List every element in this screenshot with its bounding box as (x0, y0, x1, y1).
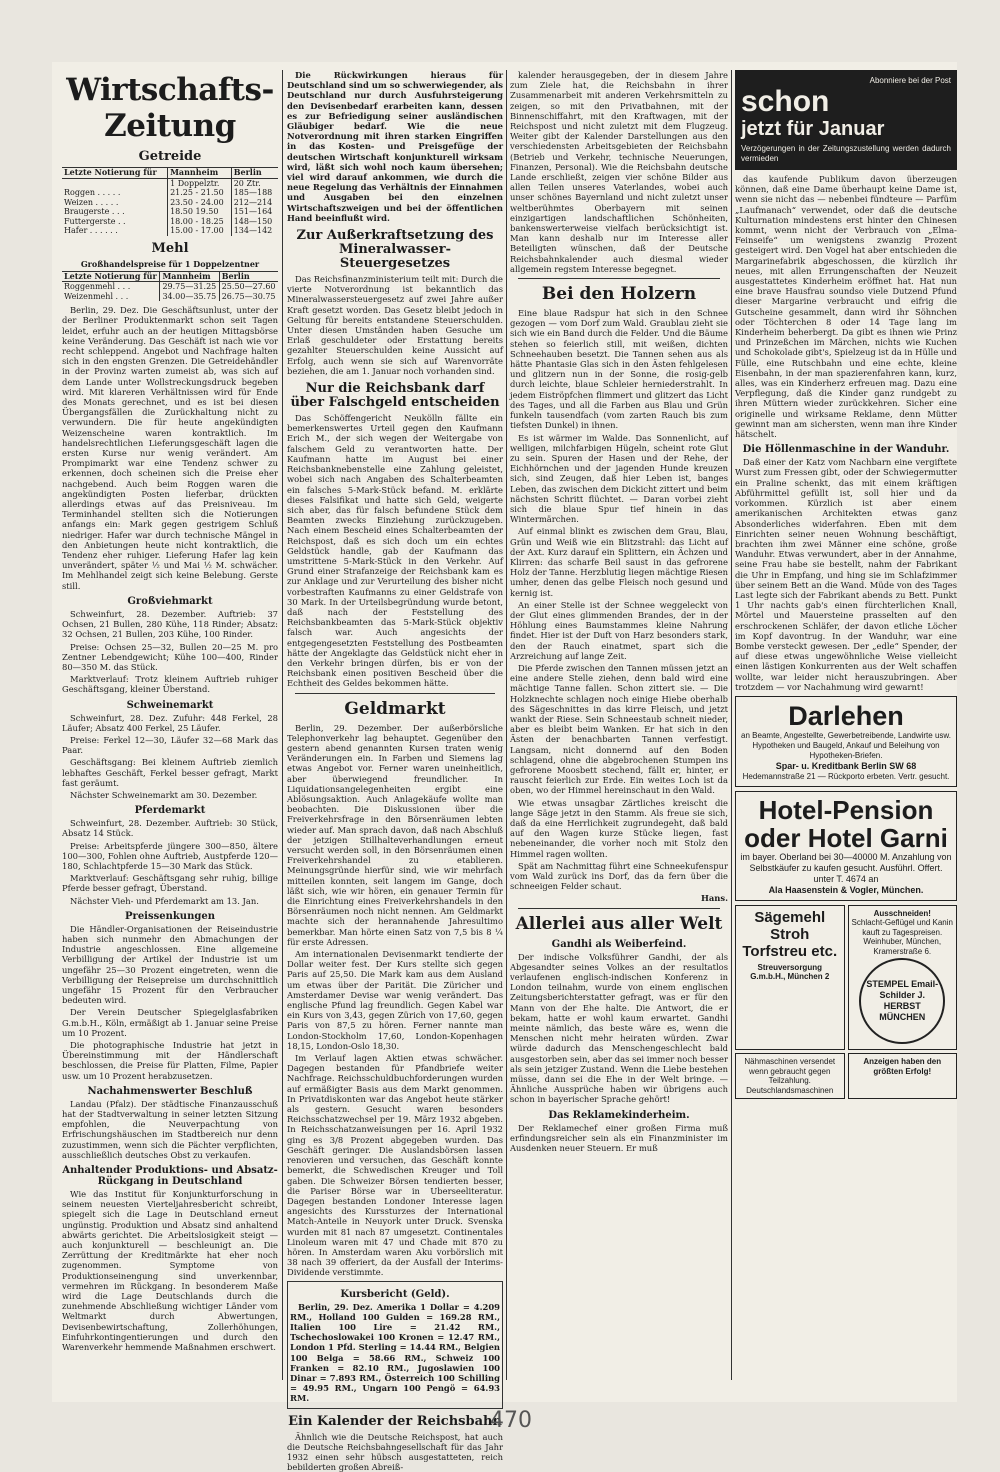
schweine-title: Schweinemarkt (126, 699, 214, 711)
pferde-p3: Marktverlauf: Geschäftsgang sehr ruhig, billige Pferde besser gefragt, Überstand. (62, 873, 278, 894)
table-cell: 25.50—27.60 (219, 282, 278, 292)
table-cell: Weizenmehl . . . (64, 291, 129, 301)
holzern-p6: Wie etwas unsagbar Zärtliches kreischt die lange Säge jetzt in den Stamm. Als freue sie sich, daß da eine Herrlichkeit zugrundegeht, daß bald auf den Wagen kurze Stücke liegen, fast nebeneinander, die vorher noch mit Stolz den Himmel ragen wollten. (510, 797, 728, 859)
preissenkungen-p3: Die photographische Industrie hat jetzt in Übereinstimmung mit der Händlerschaft beschlossen, die Preise für Platten, Filme, Papier usw. um 10 Prozent herabzusetzen. (62, 1040, 278, 1081)
ad-hotel-agency: Ala Haasenstein & Vogler, München. (768, 884, 924, 895)
table-cell: 185—188 (231, 188, 278, 198)
table-row (62, 292, 278, 302)
table-cell: Futtergerste . . (64, 216, 126, 226)
mineral-title: Zur Außerkraftsetzung des Mineralwasser-Steuergesetzes (296, 228, 494, 272)
kursbericht-title: Kursbericht (Geld). (340, 1288, 450, 1300)
table-cell: Roggen . . . . . (64, 188, 121, 197)
preissenkungen-p2: Der Verein Deutscher Spiegelglasfabriken G.m.b.H., Köln, ermäßigt ab 1. Januar seine Preise um 10 Prozent. (62, 1007, 278, 1038)
table-cell: 23.50 - 24.00 (168, 198, 232, 208)
table-row (62, 282, 278, 292)
grossvieh-p1: Schweinfurt, 28. Dezember. Auftrieb: 37 Ochsen, 21 Bullen, 280 Kühe, 118 Rinder; Absatz: 32 Ochsen, 21 Bullen, 203 Kühe, 100 Rinder. (62, 608, 278, 640)
table-cell: 15.00 - 17.00 (168, 226, 232, 236)
nachahmen-title: Nachahmenswerter Beschluß (87, 1085, 253, 1097)
kalender-body: Ähnlich wie die Deutsche Reichspost, hat auch die Deutsche Reichsbahngesellschaft für das Jahr 1932 einen sehr hübsch ausgestatteten, reich bebilderten großen Abreiß- (287, 1431, 503, 1472)
mehl-subtitle: Großhandelspreise für 1 Doppelzentner (80, 258, 260, 269)
ad-stamp: STEMPEL Email-Schilder J. HERBST MÜNCHEN (859, 958, 945, 1044)
ad-saegemehl-body: Streuversorgung G.m.b.H., München 2 (750, 962, 830, 982)
column-4 (735, 70, 957, 1380)
column-1 (62, 70, 278, 1380)
masthead: Wirtschafts-Zeitung (66, 72, 274, 144)
table-row (62, 198, 278, 208)
ad-headline: schon (741, 85, 830, 118)
holzern-p7: Spät am Nachmittag führt eine Schneekufenspur vom Wald zurück ins Dorf, das da fern über die schneeigen Felder schaut. (510, 860, 728, 892)
geldmarkt-title: Geldmarkt (344, 698, 446, 719)
pferde-p4: Nächster Vieh- und Pferdemarkt am 13. Jan. (70, 895, 259, 906)
ad-small-text: Verzögerungen in der Zeitungszustellung werden dadurch vermieden (741, 144, 951, 163)
table-row (62, 217, 278, 227)
mehl-table (62, 271, 278, 302)
table-cell: 20 Ztr. (231, 178, 278, 188)
table-row (62, 207, 278, 217)
table-cell: 151—164 (231, 207, 278, 217)
holzern-p5: Die Pferde zwischen den Tannen müssen jetzt an eine andere Stelle ziehen, denn bald wird eine mächtige Tanne fallen. Schon zittert sie. — Die Holzknechte schlagen noch einige Hiebe oberhalb des Sägeschnittes in das kirre Fleisch, und jetzt wankt der Riese. Sein Schneestaub schneit nieder, aber es bleibt beim Wanken. Er hat sich in den Ästen der benachbarten Tannen verfestigt. Langsam, nicht donnernd auf den Boden schlagend, ohne die abgebrochenen Stumpen ins gefrorene Moosbett stechend, fällt er, hinter, er rauscht feierlich zur Erde. Ein weites Loch ist da oben, wo der Himmel hereinschaut in den Wald. (510, 662, 728, 796)
small-ads-bottom (735, 1053, 957, 1099)
table-cell: 29.75—31.25 (160, 282, 219, 292)
holzern-title: Bei den Holzern (541, 284, 697, 305)
ad-hotel-body: im bayer. Oberland bei 30—40000 M. Anzahlung von Selbstkäufer zu kaufen gesucht. Ausführl. Offert. unter T. 4674 an (740, 851, 952, 884)
table-cell: 134—142 (231, 226, 278, 236)
table-row (62, 226, 278, 236)
table-cell: Weizen . . . . . (64, 197, 119, 207)
kursbericht-box (287, 1281, 503, 1409)
ad-gefluegel-body: Schlacht-Geflügel und Kanin kauft zu Tagespreisen. Weinhuber, München, Kramerstraße 6. (851, 918, 953, 956)
pferde-p2: Preise: Arbeitspferde jüngere 300—850, ältere 100—300, Fohlen ohne Auftrieb, Austpferde 120—180, Schlachtpferde 15—30 Mark das Stück. (62, 840, 278, 871)
table-cell: 21.25 - 21.50 (168, 188, 232, 198)
table-cell: 26.75—30.75 (219, 292, 278, 302)
ad-darlehen-small1: an Beamte, Angestellte, Gewerbetreibende, Landwirte usw. Hypotheken und Baugeld, Ankauf und Beleihung von Hypotheken-Briefen. (741, 730, 951, 760)
allerlei-p1: Der indische Volksführer Gandhi, der als Abgesandter seines Volkes an der resultatlos verlaufenen englisch-indischen Konferenz in London teilnahm, wurde von einem englischen Zeitungsberichterstatter gefragt, was er für den Mann von der Ehe halte. Die Antwort, die er bekam, hatte er wohl kaum erwartet. Gandhi meinte nämlich, das beste wäre es, wenn die Menschen nicht mehr heiraten würden. Zwar würde dadurch das Menschengeschlecht bald ausgestorben sein, aber das sei immer noch besser als sein jetziger Zustand. Wenn die Liebe bestehen müsse, dann sei die Ehe in der Welt bringe. — Ähnliche Aussprüche haben wir übrigens auch schon in bayerischer Sprache gehört! (510, 951, 728, 1105)
column-rule (731, 70, 732, 1380)
getreide-header: Berlin (231, 168, 278, 179)
table-cell (62, 178, 168, 188)
separator (295, 693, 495, 694)
hoellen-title: Die Höllenmaschine in der Wanduhr. (742, 444, 950, 456)
kursbericht-body: Berlin, 29. Dez. Amerika 1 Dollar = 4.209 RM., Holland 100 Gulden = 169.28 RM., Italien 100 Lire = 21.42 RM., Tschechoslowakei 100 Kronen = 12.47 RM., London 1 Pfd. Sterling = 14.44 RM., Belgien 100 Belga = 58.66 RM., Schweiz 100 Franken = 82.10 RM., Jugoslawien 100 Dinar = 7.893 RM., Österreich 100 Schilling = 49.95 RM., Ungarn 100 Pengö = 64.93 RM. (290, 1301, 500, 1404)
ad-darlehen (735, 696, 957, 787)
ad-naehmaschinen: Nähmaschinen versendet wenn gebraucht gegen Teilzahlung. Deutschlandsmaschinen (735, 1053, 845, 1099)
anhaltend-p1: Wie das Institut für Konjunkturforschung in seinem neuesten Vierteljahresbericht schreibt, spiegelt sich die Lage in Deutschland erneut ungünstig. Produktion und Absatz sind anhaltend abwärts gerichtet. Die Arbeitslosigkeit steigt — auch konjunkturell — beschleunigt an. Die Zerrüttung der Kreditmärkte hat eher noch zugenommen. Symptome von Produktionseinengung sind unverkennbar, vermehren im Rückgang. In besonderem Maße wird die Lage Deutschlands durch die zunehmende Abschließung wichtiger Länder vom Weltmarkt durch Abwertungen, Devisenbewirtschaftung, Zollerhöhungen, Einfuhrkontingentierungen und durch den Warenverkehr hemmende Maßnahmen erschwert. (62, 1189, 278, 1353)
reichsbank-body: Das Schöffengericht Neukölln fällte ein bemerkenswertes Urteil gegen den Kaufmann Erich M., der sich wegen der Weitergabe von falschem Geld zu verantworten hatte. Der Kaufmann hatte im August bei einer Reichsbanknebenstelle eine Zahlung geleistet, wobei sich nach Angaben des Schalterbeamten ein falsches 5-Mark-Stück befand. M. erklärte dieses Falsifikat und hatte sich Geld, weigerte sich aber, das für falsch befundene Stück dem Beamten zwecks Einziehung zurückzugeben. Nach einem Bescheid eines Schalterbeamten der Reichspost, daß es sich doch um ein echtes Geldstück handle, gab der Kaufmann das umstrittene 5-Mark-Stück in den Verkehr. Auf Grund einer Strafanzeige der Reichsbank kam es zur Anklage und zur Verurteilung des bisher nicht vorbestraften Kaufmanns zu einer Geldstrafe von 30 Mark. In der Urteilsbegründung wurde betont, daß nach der Feststellung des Reichsbankbeamten das 5-Mark-Stück objektiv falsch war. Auch angesichts der entgegengesetzten Feststellung des Postbeamten hätte der Angeklagte das Geldstück nicht eher in den Verkehr bringen dürfen, bis er von der Reichsbank einen positiven Bescheid über die Echtheit des Geldes bekommen hätte. (287, 413, 503, 689)
ad-saegemehl (735, 905, 845, 1051)
table-cell: 212—214 (231, 198, 278, 208)
table-cell: Hafer . . . . . . (64, 226, 118, 235)
geldmarkt-p3: Im Verlauf lagen Aktien etwas schwächer. Dagegen bestanden für Pfandbriefe weiter Nachfrage. Reichsschuldbuchforderungen wurden auf ermäßigter Basis aus dem Markt genommen. In Privatdiskonten war das Angebot heute stärker als gestern. Gesucht waren besonders Reichsschatzwechsel per 19. März 1932 abgeben. In Reichsschatzanweisungen per 16. April 1932 ging es 3/8 Prozent abgegeben wurden. Das Geschäft geringer. Die Auslandsbörsen lassen renovieren und versuchen, das Geschäft konnte bemerkt, die Schwedischen Kreuger und Toll gaben. Die Schweizer Börsen tendierten besser, die Pariser Börse war in Uberseeliteratur. Dagegen bestanden Londoner Interesse lagen angesichts des Kurssturzes der International Match-Anteile in Neuyork unter Druck. Svenska wurden mit 81 nach 87 umgesetzt. Continentales Linoleum waren mit 47 und Chade mit 870 zu hören. In Amsterdam waren Aku vorbörslich mit 38 nach 39 offeriert, da der Ausfall der Interims-Dividende verstimmte. (287, 1053, 503, 1278)
holzern-p2: Es ist wärmer im Walde. Das Sonnenlicht, auf welligen, milchfarbigen Hügeln, scheint rote Glut zu sein. Spuren der Hasen und der Rehe, der Eichhörnchen und der jagenden Hunde kreuzen sich, sind Zeugen, daß hier Leben ist, banges Leben, das zwischen dem Dickicht zittert und beim nächsten Schritt flüchtet. — Daran vorbei zieht sich die blaue Spur tief hinein in das Wintermärchen. (510, 432, 728, 525)
getreide-title: Getreide (138, 149, 202, 164)
allerlei-title: Allerlei aus aller Welt (515, 913, 723, 934)
reichsbank-title: Nur die Reichsbank darf über Falschgeld entscheiden (290, 381, 500, 411)
nachahmen-p1: Landau (Pfalz). Der städtische Finanzausschuß hat der Stadtverwaltung in seiner letzten Sitzung empfohlen, die Neuverpachtung von Erfrischungshäuschen im Stadtbereich nur denn zuzustimmen, wenn sich die Pächter verpflichten, ausschließlich deutsches Obst zu verkaufen. (62, 1098, 278, 1160)
mehl-header: Mannheim (160, 271, 219, 282)
ad-hotel-line1: Hotel-Pension (758, 794, 934, 825)
column-3 (510, 70, 728, 1380)
hoellen-body: Daß einer der Katz vom Nachbarn eine vergiftete Wurst zum Fressen gibt, oder der Schwiegermutter ein Praline schenkt, das mit einem kräftigen Abführmittel gefüllt ist, soll hier und da vorkommen. Kürzlich ist aber einem amerikanischen Architekten etwas ganz Absonderliches widerfahren. Eben mit dem Einrichten seiner neuen Wohnung beschäftigt, brachten ihm zwei Männer eine schöne, große Wanduhr. Etwas verwundert, aber in der Annahme, seine Frau habe sie bestellt, nahm der Fabrikant die Uhr in Empfang, und hing sie im Schlafzimmer über seinem Bett an die Wand. Müde von des Tages Last legte sich der Fabrikant abends zu Bett. Punkt 1 Uhr nachts gab's einen fürchterlichen Knall, Mörtel und Mauersteine prasselten auf den erschrockenen Schläfer, der davon etliche Löcher im Kopf davontrug. In der Wanduhr, war eine Bombe versteckt gewesen. Der „edle“ Spender, der auf diese etwas ungewöhnliche Weise vielleicht einen lästigen Konkurrenten aus der Welt schaffen wollte, war leider nicht herauszubringen. Aber trotzdem — vor Nachahmung wird gewarnt! (735, 457, 957, 692)
holzern-p4: An einer Stelle ist der Schnee weggeleckt von der Glut eines glimmenden Brandes, der in der Höhlung eines Baumstammes kleine Nahrung findet. Hier ist der Duft von Harz besonders stark, den der Rauch einatmet, spart sich die Arzreichung auf lange Zeit. (510, 599, 728, 661)
table-cell: 18.50 19.50 (168, 207, 232, 217)
schweine-p2: Preise: Ferkel 12—30, Läufer 32—68 Mark das Paar. (62, 734, 278, 756)
separator (518, 908, 720, 909)
col2-intro: Die Rückwirkungen hieraus für Deutschland sind um so schwerwiegender, als Deutschland nur durch Ausfuhrsteigerung den Devisenbedarf erarbeiten kann, dessen es zur Befriedigung seiner ausländischen Gläubiger bedarf. Wie die neue Notverordnung mit ihren starken Eingriffen in das Kosten- und Preisgefüge der deutschen Wirtschaft konjunkturell wirksam wird, läßt sich wohl noch kaum übersehen; viel wird darauf ankommen, wie durch die neue Regelung das Verhältnis der Einnahmen und Ausgaben bei den einzelnen Wirtschaftszweigen und bei der öffentlichen Hand beeinflußt wird. (287, 70, 503, 223)
column-2 (287, 70, 503, 1472)
pferde-title: Pferdemarkt (134, 805, 206, 817)
kalender-continued: kalender herausgegeben, der in diesem Jahre zum Ziele hat, die Reichsbahn in ihrer Zusammenarbeit mit anderen Verkehrsmitteln zu zeigen, so mit den Privatbahnen, mit der Binnenschiffahrt, mit den Kraftwagen, mit der Reichspost und nicht zuletzt mit dem Flugzeug. Weiter gibt der Kalender Darstellungen aus den verschiedensten Arbeitsgebieten der Reichsbahn (Betrieb und Verkehr, technische Neuerungen, Finanzen, Personal). Wie die Reichsbahn deutsche Lande erschließt, zeigen vier schöne Bilder aus allen Teilen unseres Vaterlandes, wobei auch unser schönes Bayernland und nicht zuletzt unser weltberühmtes Oberbayern mit seinen einzigartigen landschaftlichen Schönheiten, bankenswerterweise vielfach berücksichtigt ist. Man kann deshalb nur im Interesse aller Beteiligten wünschen, daß der Deutsche Reichsbahnkalender auch diesmal wieder allgemein regstem Interesse begegnet. (510, 70, 728, 274)
geldmarkt-p2: Am internationalen Devisenmarkt tendierte der Dollar weiter fest. Der Kurs stellte sich gegen Paris auf 25,50. Die Mark kam aus dem Ausland um etwas über der Parität. Die Züricher und Amsterdamer Devise war wenig verändert. Das englische Pfund lag freundlich. Gegen Kabel war ein Kurs von 3,43, gegen Zürich von 17,60, gegen Paris von 87,5 zu hören. Ferner nannte man London-Stockholm 17,60, London-Kopenhagen 18,15, London-Oslo 18,30. (287, 949, 503, 1051)
ad-abonnement (735, 70, 957, 170)
getreide-header: Letzte Notierung für (62, 168, 168, 179)
ad-gefluegel (848, 905, 958, 1051)
getreide-header: Mannheim (168, 168, 232, 179)
ad-darlehen-title: Darlehen (788, 700, 904, 731)
berlin-report: Berlin, 29. Dez. Die Geschäftsunlust, unter der der Berliner Produktenmarkt schon seit Tagen leidet, erfuhr auch an der heutigen Mittagsbörse keine Veränderung. Das Geschäft ist nach wie vor recht schleppend. Angebot und Nachfrage halten sich in den engsten Grenzen. Die Getreidehändler in der Provinz warten zumeist ab, was sich auf dem Lande unter Wollstreckungsdruck begeben wird. Mit klareren Verhältnissen wird für Ende des Monats gerechnet, und es ist bei diesen Übergangsfällen die Zurückhaltung nicht zu verwundern. Die für heute angekündigten Weizenscheine waren kontraktlich. Im handelsrechtlichen Lieferungsgeschäft lagen die ersten Kurse nur wenig verändert. Am Prompimarkt war eine Tendenz schwer zu erkennen, doch scheinen sich die Preise eher nachgebend. Auch beim Roggen waren die angekündigten Posten lieferbar, drückten allerdings etwas auf das Preisniveau. Im Terminhandel stellten sich die Notierungen anfangs ein: Mark gegen gestrigem Schluß niedriger. Hafer war durch technische Mängel in den Anbietungen heute nicht kontraktlich, die Tendenz eher ruhiger. Lieferung Hafer lag kein unverändert, später ½ und Mai ½ M. schwächer. Im Mehlhandel zeigt sich keine Belebung. Gerste still. (62, 305, 278, 591)
grossvieh-title: Großviehmarkt (127, 595, 213, 607)
page-number: 470 (490, 1408, 532, 1433)
ad-hotel (735, 791, 957, 901)
column-rule (282, 70, 283, 1380)
mehl-title: Mehl (151, 240, 189, 256)
preissenkungen-p1: Die Händler-Organisationen der Reiseindustrie haben sich nunmehr den Abmachungen der Industrie angeschlossen. Eine allgemeine Verbilligung der Artikel der Industrie ist um ungefähr 25—30 Prozent eingetreten, wenn die Verbilligung der Reisepreise um durchschnittlich ungefähr 15 Prozent für den Verbraucher bedeuten wird. (62, 923, 278, 1006)
holzern-signature: Hans. (700, 893, 728, 904)
ad-darlehen-small2: Hedemannstraße 21 — Rückporto erbeten. Vertr. gesucht. (742, 771, 950, 781)
table-cell: 18.00 - 18.25 (168, 217, 232, 227)
table-cell: 148—150 (231, 217, 278, 227)
schweine-p3: Geschäftsgang: Bei kleinem Auftrieb ziemlich lebhaftes Geschäft, Ferkel besser gefragt, Markt fast geräumt. (62, 757, 278, 788)
grossvieh-p3: Marktverlauf: Trotz kleinem Auftrieb ruhiger Geschäftsgang, kleiner Überstand. (62, 674, 278, 695)
ad-subline: jetzt für Januar (741, 118, 885, 140)
grossvieh-p2: Preise: Ochsen 25—32, Bullen 20—25 M. pro Zentner Lebendgewicht; Kühe 100—400, Rinder 80—350 M. das Stück. (62, 641, 278, 672)
pferde-p1: Schweinfurt, 28. Dezember. Auftrieb: 30 Stück, Absatz 14 Stück. (62, 818, 278, 839)
mehl-header: Berlin (219, 271, 278, 282)
preissenkungen-title: Preissenkungen (125, 910, 215, 922)
table-cell: Braugerste . . . (64, 207, 125, 216)
allerlei-subtitle: Gandhi als Weiberfeind. (551, 938, 687, 950)
ad-gefluegel-title: Ausschneiden! (873, 908, 931, 918)
getreide-table (62, 167, 278, 236)
ad-erfolg: Anzeigen haben den größten Erfolg! (848, 1053, 958, 1099)
table-cell: 34.00—35.75 (160, 292, 219, 302)
kalender-title: Ein Kalender der Reichsbahn (288, 1413, 502, 1429)
ad-hotel-line2: oder Hotel Garni (744, 822, 948, 853)
allerlei-subtitle2: Das Reklamekinderheim. (548, 1109, 690, 1121)
table-cell: Roggenmehl . . . (64, 282, 131, 292)
mehl-header: Letzte Notierung für (62, 271, 160, 282)
separator (518, 278, 720, 279)
allerlei-p2: Der Reklamechef einer großen Firma muß erfindungsreicher sein als ein Finanzminister im Ausdenken neuer Steuern. Er muß (510, 1122, 728, 1154)
anhaltend-title: Anhaltender Produktions- und Absatz-Rückgang in Deutschland (62, 1165, 278, 1188)
holzern-p1: Eine blaue Radspur hat sich in den Schnee gezogen — vom Dorf zum Wald. Graublau zieht sie sich wie ein Band durch die Felder. Und die Bäume stehen so feierlich still, mit weißen, dichten Schneehauben besetzt. Die Tannen sehen aus als hätte Phantasie Glas sich in den Ästen fehlgelesen und glitzern nun in der Sonne, die rosig-gelb durch leichte, blaue Schleier herniederstrahlt. In jedem Eiströpfchen flimmert und glitzert das Licht des Tages, und all die Farben aus Blau und Grün funkeln tausendfach (vom zarten Rauch bis zum tiefsten Dunkel) in ihnen. (510, 308, 728, 431)
holzern-p3: Auf einmal blinkt es zwischen dem Grau, Blau, Grün und Weiß wie ein Blitzstrahl: das Licht auf der Axt. Kurz darauf ein Splittern, ein Ächzen und Klirren: das scharfe Beil saust in das gefrorene Holz der Tanne. Herzblutig liegen mächtige Riesen umher, denen das gelbe Fleisch noch gesund und kernig ist. (510, 526, 728, 598)
schweine-p1: Schweinfurt, 28. Dez. Zufuhr: 448 Ferkel, 28 Läufer; Absatz 400 Ferkel, 25 Läufer. (62, 712, 278, 733)
ad-darlehen-bank: Spar- u. Kreditbank Berlin SW 68 (775, 760, 917, 771)
table-cell: 1 Doppelztr. (168, 178, 232, 188)
column-rule (506, 70, 507, 1380)
reklame-continued: das kaufende Publikum davon überzeugen können, daß eine Dame überhaupt keine Dame ist, wenn sie nicht das — nebenbei fündteure — Parfüm „Laufmanach“ verwendet, oder daß die deutsche Kulturnation mindestens erst hinter den Chinesen kommt, wenn nicht der Verbrauch von „Elma-Feinseife“ um wenigstens zwanzig Prozent gesteigert wird. Den Vogel hat aber entschieden die Margarinefabrik abgeschossen, die kürzlich ihr neues, mit allen Errungenschaften der Neuzeit ausgestattetes Kinderheim eröffnet hat. Hat nun eine brave Hausfrau soundso viele Dutzend Pfund dieser Margarine verbraucht und eifrig die Gutscheine gesammelt, dann wird ihr Söhnchen oder Töchterchen 8 oder 14 Tage lang im Kinderheim beherbergt. Da gibt es ihnen wie Prinz und Prinzeßchen im Märchen, nichts wie Kuchen und Schokolade gibt's, Spielzeug ist da in Hülle und Fülle, eine Rutschbahn und eine echte, kleine Eisenbahn, in der man spazierenfahren kann, kurz, alles, was ein Kinderherz erfreuen mag. Dazu eine Verpflegung, daß die Kinder ganz rundgebt zu ihren Müttern wieder zurückkehren. Sicher eine originelle und wirksame Reklame, denn Mütter gewinnt man am sichersten, wenn man ihre Kinder hätschelt. (735, 174, 957, 440)
small-ads (735, 905, 957, 1051)
mineral-body: Das Reichsfinanzministerium teilt mit: Durch die vierte Notverordnung ist bekanntlich das Mineralwassersteuergesetz auf zwei Jahre außer Kraft gesetzt worden. Das Gesetz bleibt jedoch in Geltung für bereits entstandene Steuerschulden. Unter diesen Umständen haben Gesuche um Erlaß geschuldeter oder Erstattung bereits gezahlter Steuerschulden keine Aussicht auf Erfolg, auch wenn sie sich auf Warenvorräte beziehen, die am 1. Januar noch vorhanden sind. (287, 274, 503, 376)
geldmarkt-p1: Berlin, 29. Dezember. Der außerbörsliche Telephonverkehr lag behauptet. Gegenüber den gestern abend genannten Kursen traten wenig Veränderungen ein. In Farben und Siemens lag etwas Angebot vor. Ferner waren uneinheitlich, aber überwiegend freundlicher. In Liquidationsangelegenheiten ergibt eine Ablösungsaktion. Auch Anlagekäufe wollte man beobachten. Die Diskussionen über die Freiverkehrsfrage in den Börsenräumen lebten wieder auf. Man sprach davon, daß nach Abschluß der jetzigen Stillhalteverhandlungen erneut versucht werden soll, in den Börsenräumen einen Freiverkehrshandel zu etablieren. Meinungsgründe hierfür sind, wie wir mehrfach mitteilen konnten, seit langem im Gange, doch läßt sich, wie wir hören, ein genauer Termin für die Einrichtung eines Freiverkehrshandels in den Börsenräumen noch nicht nennen. Am Geldmarkt machte sich der herannahende Jahresultimo bemerkbar. Man hörte einen Satz von 7,5 bis 8 ¼ für erste Adressen. (287, 722, 503, 947)
table-row (62, 188, 278, 198)
ad-note: Abonniere bei der Post (869, 76, 951, 85)
ad-saegemehl-title: Sägemehl Stroh Torfstreu etc. (742, 908, 838, 960)
schweine-p4: Nächster Schweinemarkt am 30. Dezember. (70, 789, 258, 800)
